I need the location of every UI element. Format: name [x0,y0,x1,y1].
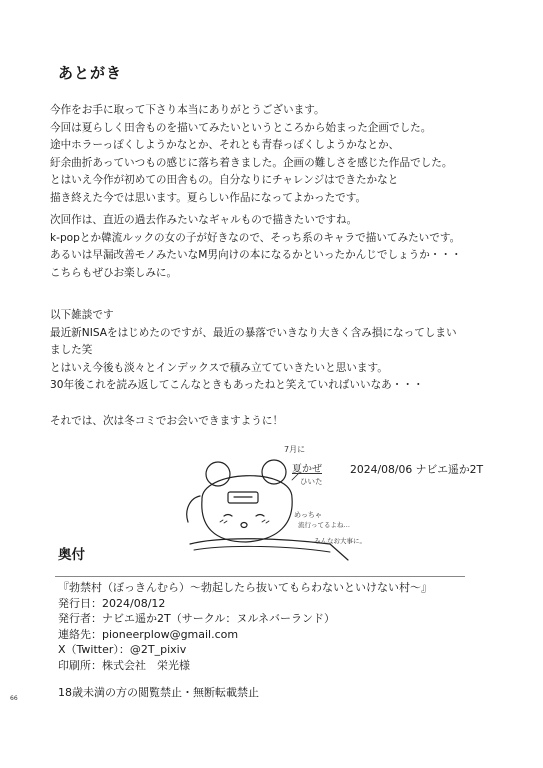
text-line: 次回作は、直近の過去作みたいなギャルもので描きたいですね。 [50,214,358,226]
right-ear [262,460,286,484]
afterword-paragraph-2 [50,212,462,282]
colophon-details [58,580,432,674]
text-line: 途中ホラーっぽくしようかなとか、それとも青春っぽくしようかなとか、 [50,139,400,152]
age-restriction-notice: 18歳未満の方の閲覧禁止・無断転載禁止 [58,686,259,699]
left-ear [206,462,230,486]
text-line: 紆余曲折あっていつもの感じに落ち着きました。企画の難しさを感じた作品でした。 [50,156,453,169]
text-line: 最近新NISAをはじめたのですが、最近の暴落でいきなり大きく含み損になってしまい [50,326,457,339]
text-line: こちらもぜひお楽しみに。 [50,266,178,279]
right-eye [256,515,264,517]
text-line: 以下雑談です [50,309,114,321]
left-eye [224,515,232,517]
colophon-heading: 奥付 [58,547,85,563]
colophon-publish-date: 発行日：2024/08/12 [58,596,166,610]
text-line: あるいは早漏改善モノみたいなM男向けの本になるかといったかんじでしょうか・・・ [50,249,462,262]
sick-character-sketch [180,440,380,570]
text-line: 描き終えた今では思います。夏らしい作品になってよかったです。 [50,191,367,204]
date-signature: 2024/08/06 ナビエ遥か2T [350,463,484,476]
colophon-twitter: X（Twitter）：@2T_pixiv [58,643,187,657]
afterword-paragraph-3 [50,307,457,395]
sketch-note: ひいた [300,477,323,486]
text-line: k-popとか韓流ルックの女の子が好きなので、そっち系のキャラで描いてみたいです。 [50,231,461,244]
afterword-heading: あとがき [58,64,123,82]
pillow [187,496,200,522]
mouth [241,523,247,528]
text-line: とはいえ今後も淡々とインデックスで積み立てていきたいと思います。 [50,361,388,374]
colophon-divider [55,576,465,577]
sketch-note: みんなお大事に。 [314,537,366,545]
sketch-note: 夏かぜ [292,464,322,475]
sketch-note: 7月に [284,445,306,454]
text-line: 30年後これを読み返してこんなときもあったねと笑えていればいいなあ・・・ [50,379,424,392]
sketch-note: 流行ってるよね… [298,521,350,529]
page-number: 66 [10,695,18,702]
colophon-title: 『勃禁村（ぼっきんむら）〜勃起したら抜いてもらわないといけない村〜』 [58,581,432,594]
afterword-paragraph-1 [50,102,452,208]
afterword-paragraph-4 [50,413,283,431]
text-line: 今回は夏らしく田舎ものを描いてみたいというところから始まった企画でした。 [50,121,432,134]
colophon-contact: 連絡先：pioneerplow@gmail.com [58,627,239,641]
text-line: それでは、次は冬コミでお会いできますように！ [50,415,284,427]
text-line: とはいえ今作が初めての田舎もの。自分なりにチャレンジはできたかなと [50,174,399,187]
colophon-publisher: 発行者：ナビエ遥か2T（サークル：ヌルネバーランド） [58,612,335,626]
text-line: 今作をお手に取って下さり本当にありがとうございます。 [50,104,325,116]
sketch-note: めっちゃ [294,511,322,519]
text-line: ました笑 [50,344,93,357]
colophon-printer: 印刷所：株式会社 栄光様 [58,658,190,672]
